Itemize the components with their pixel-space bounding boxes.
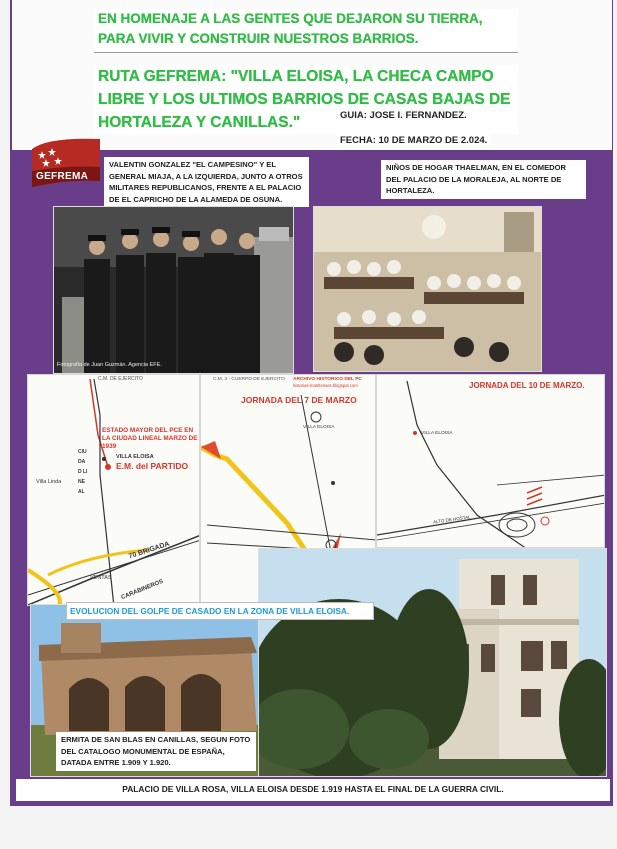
logo-text: GEFREMA [36, 171, 89, 182]
map2-jornada: JORNADA DEL 7 DE MARZO [241, 395, 357, 405]
map2-blog: historias-matritenses.blogspot.com [293, 383, 358, 388]
photo-palacio-villa-rosa [258, 548, 607, 777]
caption-evolution: EVOLUCION DEL GOLPE DE CASADO EN LA ZONA DE VILLA ELOISA. [66, 602, 374, 620]
map3-alto-hostal: ALTO DE HOSTAL [432, 514, 471, 525]
map3-jornada: JORNADA DEL 10 DE MARZO. [469, 381, 585, 390]
map2-villa-eloisa: VILLA ELOISA [303, 425, 335, 430]
guide-name: GUIA: JOSE I. FERNANDEZ. [337, 109, 470, 122]
map1-estado-mayor: ESTADO MAYOR DEL PCE EN LA CIUDAD LINEAL MARZO DE 1939 [102, 427, 198, 450]
caption-ermita: ERMITA DE SAN BLAS EN CANILLAS, SEGUN FOTO DEL CATALOGO MONUMENTAL DE ESPAÑA, DATADA ENTRE 1.909 Y 1.920. [56, 732, 256, 771]
map1-em-partido: E.M. del PARTIDO [116, 461, 189, 471]
map2-archive: ARCHIVO HISTORICO DEL PC [293, 377, 362, 382]
map1-ciudad-lineal: CIUDAD LINEAL [78, 449, 88, 495]
map-estado-mayor [27, 374, 200, 606]
map1-brigada: 70 BRIGADA [127, 540, 171, 561]
route-title: RUTA GEFREMA: "VILLA ELOISA, LA CHECA CAMPO LIBRE Y LOS ULTIMOS BARRIOS DE CASAS BAJAS DE HORTALEZA Y CANILLAS." [94, 65, 518, 134]
map1-carabineros: CARABINEROS [120, 578, 165, 602]
gefrema-logo [28, 135, 102, 193]
map1-header: C.M. DE EJERCITO [98, 376, 143, 382]
map1-villa-linda: Villa Linda [36, 479, 62, 485]
photo-military-officers [53, 206, 294, 374]
map-jornada-10-marzo [376, 374, 605, 548]
map3-villa-eloisa: VILLA ELOISA [421, 431, 453, 436]
caption-campesino: VALENTIN GONZALEZ "EL CAMPESINO" Y EL GENERAL MIAJA, A LA IZQUIERDA, JUNTO A OTROS MILITARES REPUBLICANOS, FRENTE A EL PALACIO DE EL CAPRICHO DE LA ALAMEDA DE OSUNA. [104, 157, 309, 207]
photo-credit: Fotografía de Juan Guzmán. Agencia EFE. [57, 362, 162, 368]
map2-header: C.M. 3 - CUERPO DE EJERCITO [213, 377, 285, 382]
tribute-title: EN HOMENAJE A LAS GENTES QUE DEJARON SU TIERRA, PARA VIVIR Y CONSTRUIR NUESTROS BARRIOS. [94, 9, 518, 53]
caption-ninos: NIÑOS DE HOGAR THAELMAN, EN EL COMEDOR DEL PALACIO DE LA MORALEJA, AL NORTE DE HORTALEZA. [381, 160, 586, 199]
map1-villa-eloisa: VILLA ELOISA [116, 454, 154, 460]
caption-palacio: PALACIO DE VILLA ROSA, VILLA ELOISA DESDE 1.919 HASTA EL FINAL DE LA GUERRA CIVIL. [16, 779, 610, 801]
route-date: FECHA: 10 DE MARZO DE 2.024. [337, 134, 490, 147]
map1-ventas: VENTAS [90, 575, 112, 581]
photo-dining-hall [313, 206, 542, 372]
